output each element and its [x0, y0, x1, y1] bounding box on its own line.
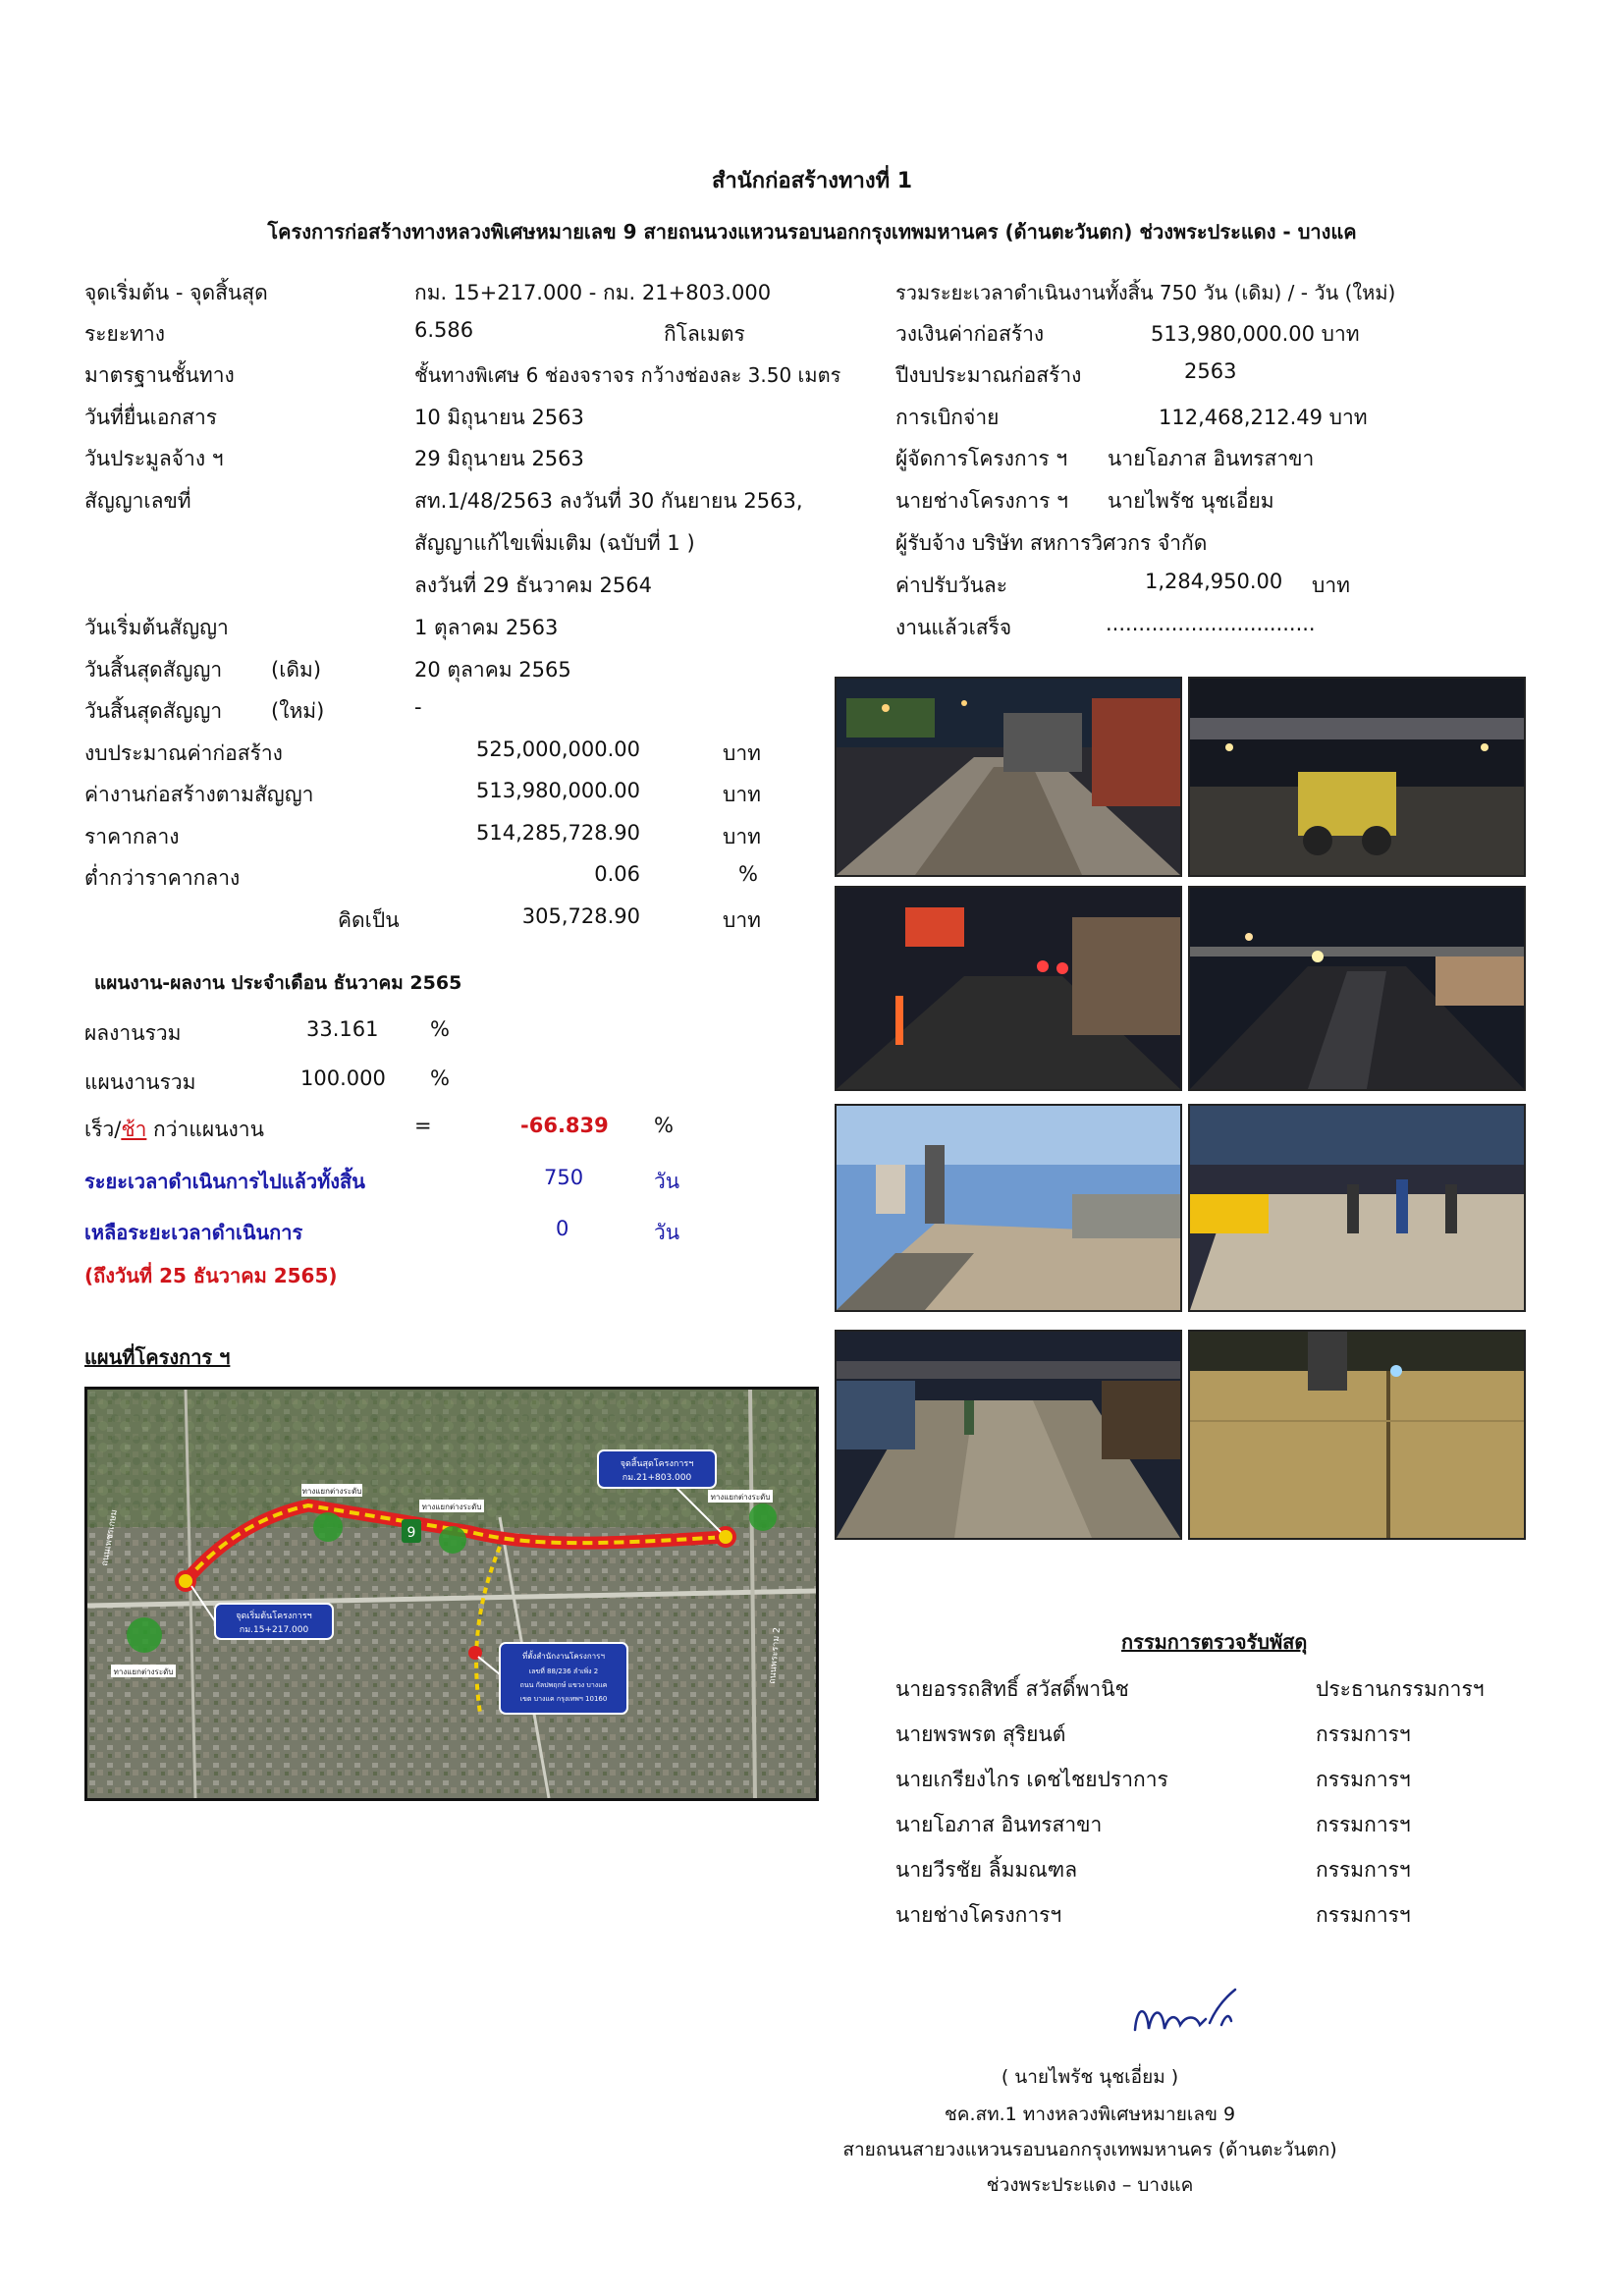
- map-label-b: ทางแยกต่างระดับ: [421, 1503, 482, 1511]
- submit-date-label: วันที่ยื่นเอกสาร: [84, 406, 218, 429]
- contract-end-label-new: วันสิ้นสุดสัญญา: [84, 699, 223, 723]
- site-photo-5: [835, 1104, 1182, 1312]
- contract-no-label: สัญญาเลขที่: [84, 489, 191, 513]
- start-box-line2: กม.15+217.000: [239, 1625, 309, 1635]
- progress-title: แผนงาน-ผลงาน ประจำเดือน ธันวาคม 2565: [94, 972, 462, 994]
- manager-value: นายโอภาส อินทรสาขา: [1108, 447, 1315, 470]
- start-end-value: กม. 15+217.000 - กม. 21+803.000: [414, 281, 772, 304]
- committee-member-role: กรรมการฯ: [1316, 1903, 1411, 1927]
- median-baht: บาท: [723, 825, 761, 848]
- plan-percent: %: [430, 1066, 450, 1090]
- signer-name: ( นายไพรัช นุชเอี่ยม ): [1001, 2066, 1179, 2088]
- remain-value: 0: [556, 1217, 569, 1240]
- start-end-label: จุดเริ่มต้น - จุดสิ้นสุด: [84, 281, 268, 304]
- remain-day: วัน: [654, 1221, 680, 1244]
- fastslow-percent: %: [654, 1114, 674, 1137]
- map-label-d: ทางแยกต่างระดับ: [113, 1667, 174, 1676]
- committee-member-name: นายพรพรต สุริยนต์: [895, 1722, 1066, 1746]
- site-photo-8: [1188, 1330, 1526, 1540]
- elapsed-label: ระยะเวลาดำเนินการไปแล้วทั้งสิ้น: [84, 1170, 365, 1193]
- fastslow-text: กว่าแผนงาน: [146, 1118, 264, 1141]
- contractor-text: ผู้รับจ้าง บริษัท สหการวิศวกร จำกัด: [895, 531, 1208, 555]
- distance-label: ระยะทาง: [84, 322, 166, 346]
- committee-member-role: กรรมการฯ: [1316, 1858, 1411, 1882]
- done-value: ................................: [1106, 612, 1316, 635]
- fastslow-fast: เร็ว/: [84, 1118, 122, 1141]
- contract-cost-baht: บาท: [723, 783, 761, 806]
- fastslow-equals: =: [414, 1114, 432, 1137]
- standard-label: มาตรฐานชั้นทาง: [84, 363, 235, 387]
- remain-label: เหลือระยะเวลาดำเนินการ: [84, 1221, 303, 1244]
- fastslow-label: [84, 1114, 264, 1146]
- fastslow-slow: ช้า: [121, 1118, 147, 1141]
- end-box-line1: จุดสิ้นสุดโครงการฯ: [620, 1459, 694, 1469]
- map-title: แผนที่โครงการ ฯ: [84, 1345, 231, 1369]
- office-line4: เขต บางแค กรุงเทพฯ 10160: [519, 1695, 608, 1703]
- below-percent: %: [738, 862, 758, 886]
- contract-no-line2: สัญญาแก้ไขเพิ่มเติม (ฉบับที่ 1 ): [414, 531, 695, 555]
- below-value: 0.06: [594, 862, 640, 886]
- office-line1: ที่ตั้งสำนักงานโครงการฯ: [522, 1652, 605, 1661]
- elapsed-day: วัน: [654, 1170, 680, 1193]
- committee-member-role: ประธานกรรมการฯ: [1316, 1677, 1485, 1701]
- disburse-value: 112,468,212.49 บาท: [1159, 406, 1368, 429]
- committee-title: กรรมการตรวจรับพัสดุ: [1121, 1630, 1308, 1654]
- contract-end-orig-value: 20 ตุลาคม 2565: [414, 658, 571, 682]
- contract-cost-label: ค่างานก่อสร้างตามสัญญา: [84, 783, 314, 806]
- project-map: [84, 1387, 819, 1801]
- engineer-value: นายไพรัช นุชเอี่ยม: [1108, 489, 1274, 513]
- result-percent: %: [430, 1017, 450, 1041]
- end-box-line2: กม.21+803.000: [622, 1473, 692, 1483]
- submit-date-value: 10 มิถุนายน 2563: [414, 406, 584, 429]
- fiscal-value: 2563: [1184, 359, 1237, 383]
- fastslow-value: -66.839: [520, 1114, 609, 1137]
- contract-cost-value: 513,980,000.00: [476, 779, 640, 802]
- committee-member-name: นายโอภาส อินทรสาขา: [895, 1813, 1103, 1836]
- below-label: ต่ำกว่าราคากลาง: [84, 866, 241, 890]
- signature-mark: [1127, 1986, 1245, 2045]
- map-graphic: [87, 1390, 816, 1798]
- elapsed-value: 750: [544, 1166, 584, 1189]
- fine-unit: บาท: [1312, 574, 1350, 597]
- map-label-e: ถนนเพชรเกษม: [100, 1508, 121, 1567]
- committee-member-name: นายวีรชัย ลิ้มมณฑล: [895, 1858, 1078, 1882]
- project-title: โครงการก่อสร้างทางหลวงพิเศษหมายเลข 9 สายถนนวงแหวนรอบนอกกรุงเทพมหานคร (ด้านตะวันตก) ช่วงพระประแดง - บางแค: [267, 220, 1357, 244]
- calc-value: 305,728.90: [521, 904, 640, 928]
- plan-label: แผนงานรวม: [84, 1070, 196, 1094]
- office-line3: ถนน กัลปพฤกษ์ แขวง บางแค: [519, 1681, 608, 1689]
- contract-end-new-value: -: [414, 695, 422, 719]
- committee-member-name: นายช่างโครงการฯ: [895, 1903, 1062, 1927]
- contract-no-line3: ลงวันที่ 29 ธันวาคม 2564: [414, 574, 652, 597]
- contract-start-label: วันเริ่มต้นสัญญา: [84, 616, 229, 639]
- fiscal-label: ปีงบประมาณก่อสร้าง: [895, 363, 1082, 387]
- auction-label: วันประมูลจ้าง ฯ: [84, 447, 224, 470]
- map-label-f: ถนนพระราม 2: [768, 1626, 784, 1685]
- disburse-label: การเบิกจ่าย: [895, 406, 1000, 429]
- auction-value: 29 มิถุนายน 2563: [414, 447, 584, 470]
- signer-line2: สายถนนสายวงแหวนรอบนอกกรุงเทพมหานคร (ด้านตะวันตก): [842, 2139, 1337, 2160]
- site-photo-1: [835, 677, 1182, 877]
- budget-baht: บาท: [723, 741, 761, 765]
- start-box-line1: จุดเริ่มต้นโครงการฯ: [236, 1612, 312, 1621]
- committee-member-name: นายเกรียงไกร เดชไชยปราการ: [895, 1768, 1168, 1791]
- committee-member-role: กรรมการฯ: [1316, 1768, 1411, 1791]
- route-number: 9: [406, 1525, 416, 1541]
- result-label: ผลงานรวม: [84, 1021, 182, 1045]
- calc-baht: บาท: [723, 908, 761, 932]
- site-photo-2: [1188, 677, 1526, 877]
- result-value: 33.161: [306, 1017, 379, 1041]
- distance-unit: กิโลเมตร: [664, 322, 745, 346]
- standard-value: ชั้นทางพิเศษ 6 ช่องจราจร กว้างช่องละ 3.50 เมตร: [414, 363, 841, 387]
- manager-label: ผู้จัดการโครงการ ฯ: [895, 447, 1068, 470]
- site-photo-7: [835, 1330, 1182, 1540]
- as-of-date: (ถึงวันที่ 25 ธันวาคม 2565): [84, 1264, 338, 1287]
- budget-line-value: 513,980,000.00 บาท: [1151, 322, 1360, 346]
- contract-start-value: 1 ตุลาคม 2563: [414, 616, 559, 639]
- contract-end-orig-tag: (เดิม): [271, 658, 322, 682]
- map-label-c: ทางแยกต่างระดับ: [710, 1493, 771, 1502]
- site-photo-3: [835, 886, 1182, 1091]
- engineer-label: นายช่างโครงการ ฯ: [895, 489, 1068, 513]
- calc-label: คิดเป็น: [338, 908, 400, 932]
- map-label-a: ทางแยกต่างระดับ: [301, 1487, 362, 1496]
- contract-no-line1: สท.1/48/2563 ลงวันที่ 30 กันยายน 2563,: [414, 489, 803, 513]
- median-value: 514,285,728.90: [476, 821, 640, 845]
- plan-value: 100.000: [300, 1066, 386, 1090]
- budget-label: งบประมาณค่าก่อสร้าง: [84, 741, 283, 765]
- committee-member-name: นายอรรถสิทธิ์ สวัสดิ์พานิช: [895, 1677, 1129, 1701]
- office-line2: เลขที่ 88/236 ลำเพิ่ง 2: [528, 1667, 599, 1675]
- budget-line-label: วงเงินค่าก่อสร้าง: [895, 322, 1045, 346]
- signer-line1: ชค.สท.1 ทางหลวงพิเศษหมายเลข 9: [944, 2104, 1236, 2125]
- contract-end-label: วันสิ้นสุดสัญญา: [84, 658, 223, 682]
- site-photo-4: [1188, 886, 1526, 1091]
- contract-end-new-tag: (ใหม่): [271, 699, 325, 723]
- duration-text: รวมระยะเวลาดำเนินงานทั้งสิ้น 750 วัน (เดิม) / - วัน (ใหม่): [895, 281, 1396, 304]
- distance-value: 6.586: [414, 318, 474, 342]
- committee-member-role: กรรมการฯ: [1316, 1722, 1411, 1746]
- site-photo-6: [1188, 1104, 1526, 1312]
- signer-line3: ช่วงพระประแดง – บางแค: [986, 2174, 1194, 2196]
- budget-value: 525,000,000.00: [476, 738, 640, 761]
- fine-label: ค่าปรับวันละ: [895, 574, 1008, 597]
- done-label: งานแล้วเสร็จ: [895, 616, 1012, 639]
- committee-member-role: กรรมการฯ: [1316, 1813, 1411, 1836]
- office-title: สำนักก่อสร้างทางที่ 1: [711, 169, 913, 193]
- median-label: ราคากลาง: [84, 825, 180, 848]
- fine-value: 1,284,950.00: [1145, 570, 1283, 593]
